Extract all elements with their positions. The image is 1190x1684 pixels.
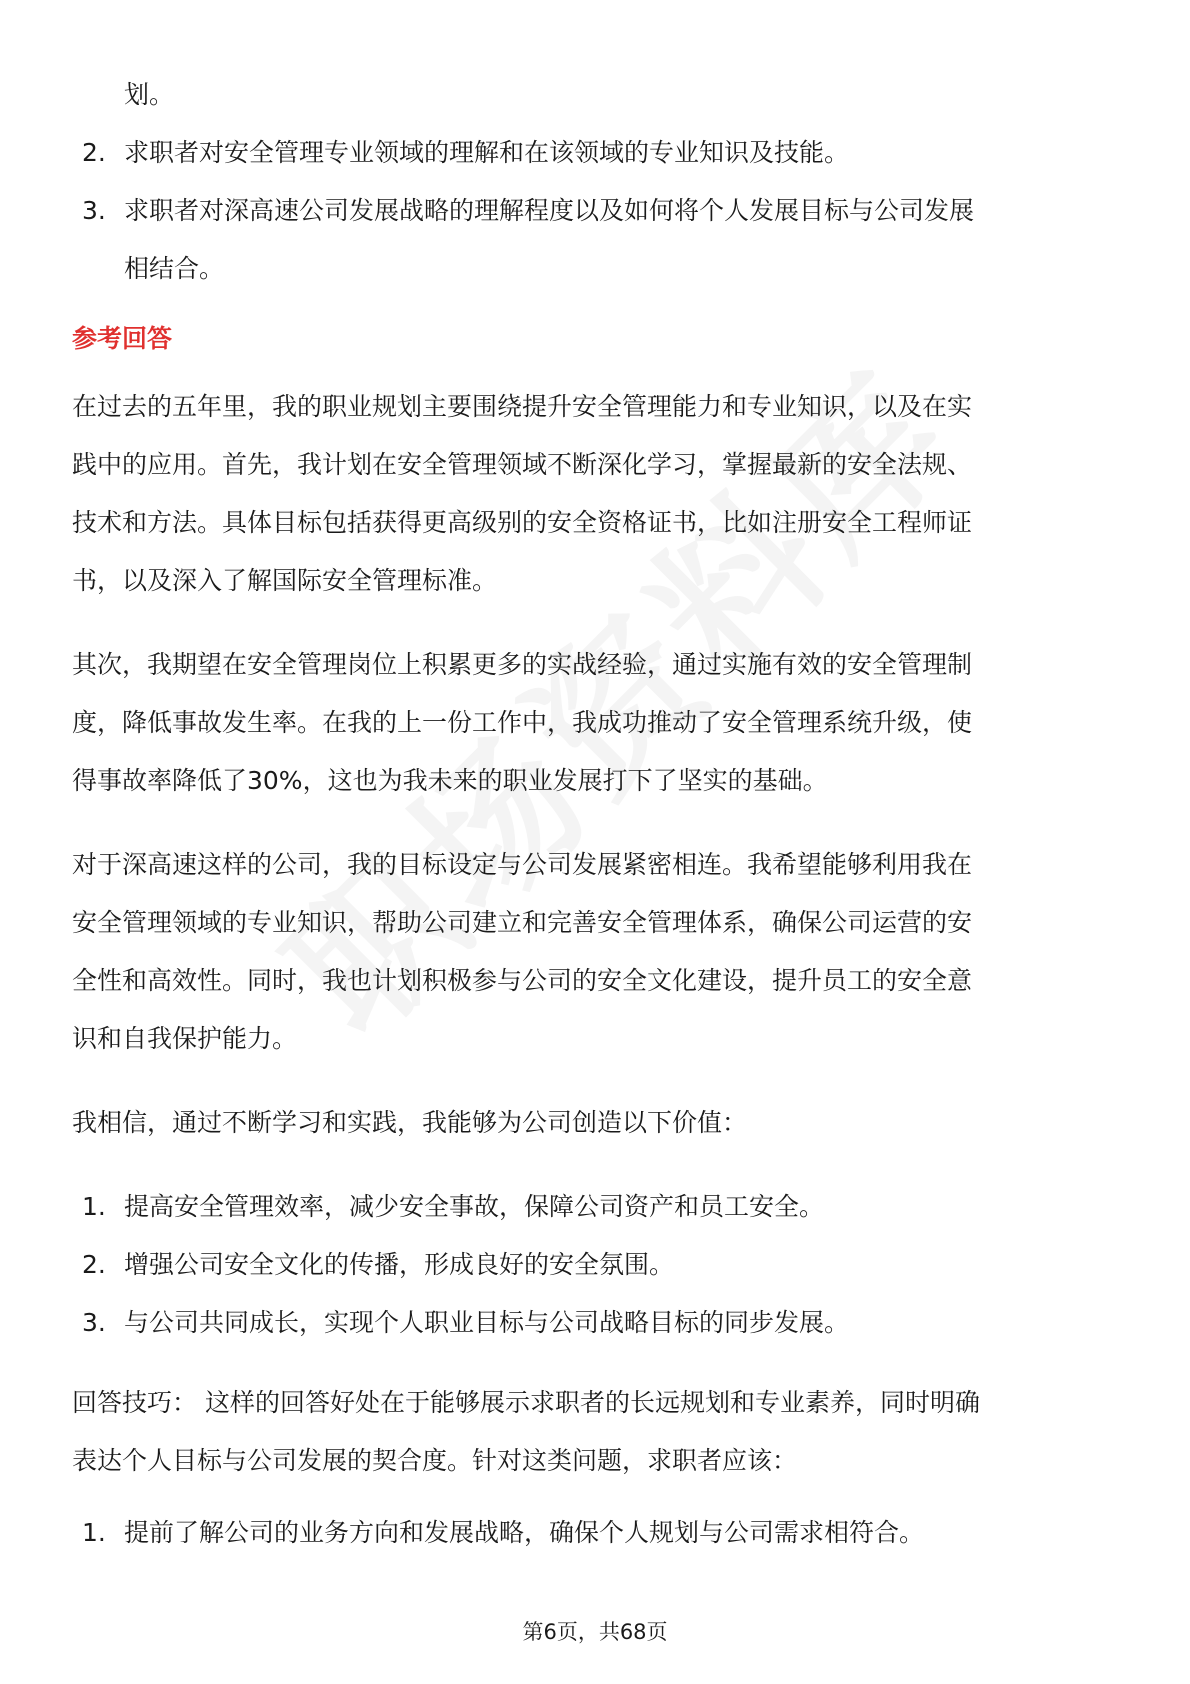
list-item	[72, 124, 1118, 182]
paragraph	[72, 836, 1118, 1068]
list-number: 1.	[82, 1192, 106, 1221]
paragraph-line: 度，降低事故发生率。在我的上一份工作中，我成功推动了安全管理系统升级，使	[72, 708, 973, 737]
list-number: 3.	[82, 1308, 106, 1337]
page-content	[72, 66, 1118, 1562]
paragraph	[72, 378, 1118, 610]
values-list	[72, 1178, 1118, 1352]
list-item	[72, 1294, 1118, 1352]
criteria-list	[72, 124, 1118, 298]
paragraph-line: 回答技巧： 这样的回答好处在于能够展示求职者的长远规划和专业素养，同时明确	[72, 1388, 980, 1417]
paragraph-line: 技术和方法。具体目标包括获得更高级别的安全资格证书，比如注册安全工程师证	[72, 508, 973, 537]
paragraph-line: 识和自我保护能力。	[72, 1024, 298, 1053]
list-item-text: 提高安全管理效率，减少安全事故，保障公司资产和员工安全。	[124, 1192, 825, 1221]
list-item	[72, 1504, 1118, 1562]
paragraph-line: 对于深高速这样的公司，我的目标设定与公司发展紧密相连。我希望能够利用我在	[72, 850, 973, 879]
page-footer: 第6页，共68页	[522, 1620, 668, 1644]
paragraph-line: 得事故率降低了30%，这也为我未来的职业发展打下了坚实的基础。	[72, 766, 828, 795]
tips-paragraph	[72, 1374, 1118, 1490]
paragraph-line: 在过去的五年里，我的职业规划主要围绕提升安全管理能力和专业知识，以及在实	[72, 392, 973, 421]
list-number: 1.	[82, 1518, 106, 1547]
paragraph-line: 表达个人目标与公司发展的契合度。针对这类问题，求职者应该：	[72, 1446, 798, 1475]
list-item	[72, 182, 1118, 298]
paragraph	[72, 1094, 1118, 1152]
list-item-text: 与公司共同成长，实现个人职业目标与公司战略目标的同步发展。	[124, 1308, 850, 1337]
paragraph-line: 其次，我期望在安全管理岗位上积累更多的实战经验，通过实施有效的安全管理制	[72, 650, 973, 679]
list-continuation: 划。	[124, 80, 175, 109]
list-item-text-continuation: 相结合。	[124, 254, 225, 283]
list-item-text: 求职者对安全管理专业领域的理解和在该领域的专业知识及技能。	[124, 138, 850, 167]
paragraph-line: 全性和高效性。同时，我也计划积极参与公司的安全文化建设，提升员工的安全意	[72, 966, 973, 995]
list-number: 2.	[82, 138, 106, 167]
tips-list	[72, 1504, 1118, 1562]
paragraph-line: 我相信，通过不断学习和实践，我能够为公司创造以下价值：	[72, 1108, 748, 1137]
list-item-text: 提前了解公司的业务方向和发展战略，确保个人规划与公司需求相符合。	[124, 1518, 925, 1547]
list-item	[72, 1178, 1118, 1236]
list-item	[72, 1236, 1118, 1294]
paragraph-line: 书，以及深入了解国际安全管理标准。	[72, 566, 498, 595]
paragraph	[72, 636, 1118, 810]
paragraph-line: 践中的应用。首先，我计划在安全管理领域不断深化学习，掌握最新的安全法规、	[72, 450, 973, 479]
list-number: 2.	[82, 1250, 106, 1279]
paragraph-line: 安全管理领域的专业知识，帮助公司建立和完善安全管理体系，确保公司运营的安	[72, 908, 973, 937]
section-heading: 参考回答	[72, 324, 173, 353]
list-number: 3.	[82, 196, 106, 225]
list-item-text: 求职者对深高速公司发展战略的理解程度以及如何将个人发展目标与公司发展	[124, 196, 975, 225]
list-item-text: 增强公司安全文化的传播，形成良好的安全氛围。	[124, 1250, 675, 1279]
